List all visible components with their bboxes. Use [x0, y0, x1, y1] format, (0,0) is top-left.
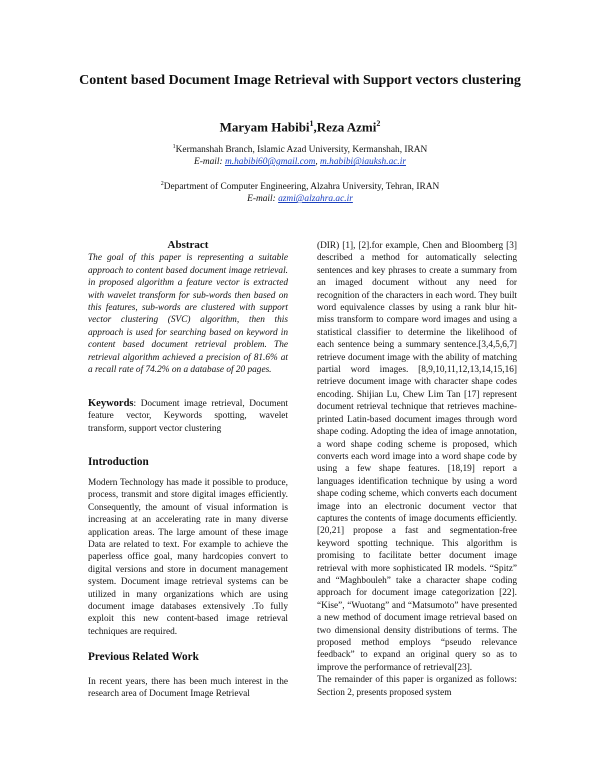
affiliation-2-email-label: E-mail: [247, 194, 279, 205]
previous-work-heading: Previous Related Work [88, 651, 199, 663]
keywords-label: Keywords [88, 398, 134, 409]
keywords-text: : Document image retrieval, Document feature vector, Keywords spotting, wavelet transform, support vector clustering [88, 399, 288, 434]
paper-title: Content based Document Image Retrieval with Support vectors clustering [79, 73, 521, 88]
affiliation-2-org: Department of Computer Engineering, Alzahra University, Tehran, IRAN [163, 182, 440, 193]
author-2: Reza Azmi [316, 119, 377, 135]
affiliation-1-org: Kermanshah Branch, Islamic Azad University, Kermanshah, IRAN [175, 145, 428, 156]
author-2-mark: 2 [376, 119, 381, 128]
author-line [100, 116, 500, 135]
affiliation-1 [90, 141, 510, 168]
right-column-text [317, 240, 517, 699]
author-1: Maryam Habibi [219, 119, 310, 135]
keywords-section [88, 398, 288, 435]
abstract-heading: Abstract [167, 239, 209, 251]
previous-work-text: In recent years, there has been much interest in the research area of Document Image Retrieval [88, 677, 288, 700]
affiliation-1-mark: 1 [172, 144, 176, 150]
email-link-2[interactable]: m.habibi@iauksh.ac.ir [320, 157, 407, 168]
affiliation-2 [90, 178, 510, 205]
introduction-text: Modern Technology has made it possible to produce, process, transmit and store digital images efficiently. Consequently, the amount of visual information is increasing at an accelerating rate in many diverse application areas. The large amount of these image Data are related to text. For example to achieve the paperless office goal, many hardcopies convert to digital versions and store in document management system. Document image retrieval systems can be utilized in many organizations which are using document image databases extensively .To fully exploit this new content-based image retrieval techniques are required. [88, 478, 288, 637]
introduction-heading: Introduction [88, 456, 149, 468]
affiliation-1-email-label: E-mail: [193, 157, 225, 168]
right-column-paragraph-1: (DIR) [1], [2].for example, Chen and Bloomberg [3] described a method for automatically selecting sentences and key phrases to create a summary from an imaged document without any need for recognition of the characters in each word. They built word equivalence classes by using a rank blur hit-miss transform to compare word images and using a statistical classifier to determine the likelihood of each sentence being a summary sentence.[3,4,5,6,7] retrieve document image with the ability of matching partial word images. [8,9,10,11,12,13,14,15,16] retrieve document image with character shape codes encoding. Shijian Lu, Chew Lim Tan [17] represent document retrieval technique that retrieves machine-printed Latin-based document images through word shape coding. Adopting the idea of image annotation, a word shape coding scheme is proposed, which converts each word image into a word shape code by using a few shape features. [18,19] report a languages identification technique by using a word shape coding scheme, which converts each document image into an electronic document vector that captures the contents of image documents efficiently. [20,21] propose a fast and segmentation-free keyword spotting technique. This algorithm is promising to facilitate better document image retrieval with more sophisticated IR models. “Spitz” and “Maghbouleh” take a character shape coding approach for document image categorization [22]. “Kise”, “Wuotang” and “Matsumoto” have presented a new method of document image retrieval based on two dimensional density distributions of terms. The proposed method employs “pseudo relevance feedback” to expand an original query so as to improve the performance of retrieval[23]. [317, 241, 517, 673]
abstract-section [88, 239, 288, 376]
abstract-text: The goal of this paper is representing a suitable approach to content based document image retrieval. in proposed algorithm a feature vector is extracted with wavelet transform for sub-words then based on this features, sub-words are clustered with support vector clustering (SVC) algorithm, then this approach is used for searching based on keyword in content based document retrieval problem. The retrieval algorithm achieved a precision of 81.6% at a recall rate of 74.2% on a database of 20 pages. [88, 253, 288, 376]
email-link-3[interactable]: azmi@alzahra.ac.ir [278, 194, 353, 205]
affiliation-2-mark: 2 [160, 181, 164, 187]
author-separator: , [313, 119, 317, 135]
email-link-1[interactable]: m.habibi60@gmail.com [224, 157, 316, 168]
email-separator: , [315, 157, 321, 168]
author-1-mark: 1 [309, 119, 314, 128]
right-column-paragraph-2: The remainder of this paper is organized as follows: Section 2, presents proposed system [317, 675, 517, 698]
